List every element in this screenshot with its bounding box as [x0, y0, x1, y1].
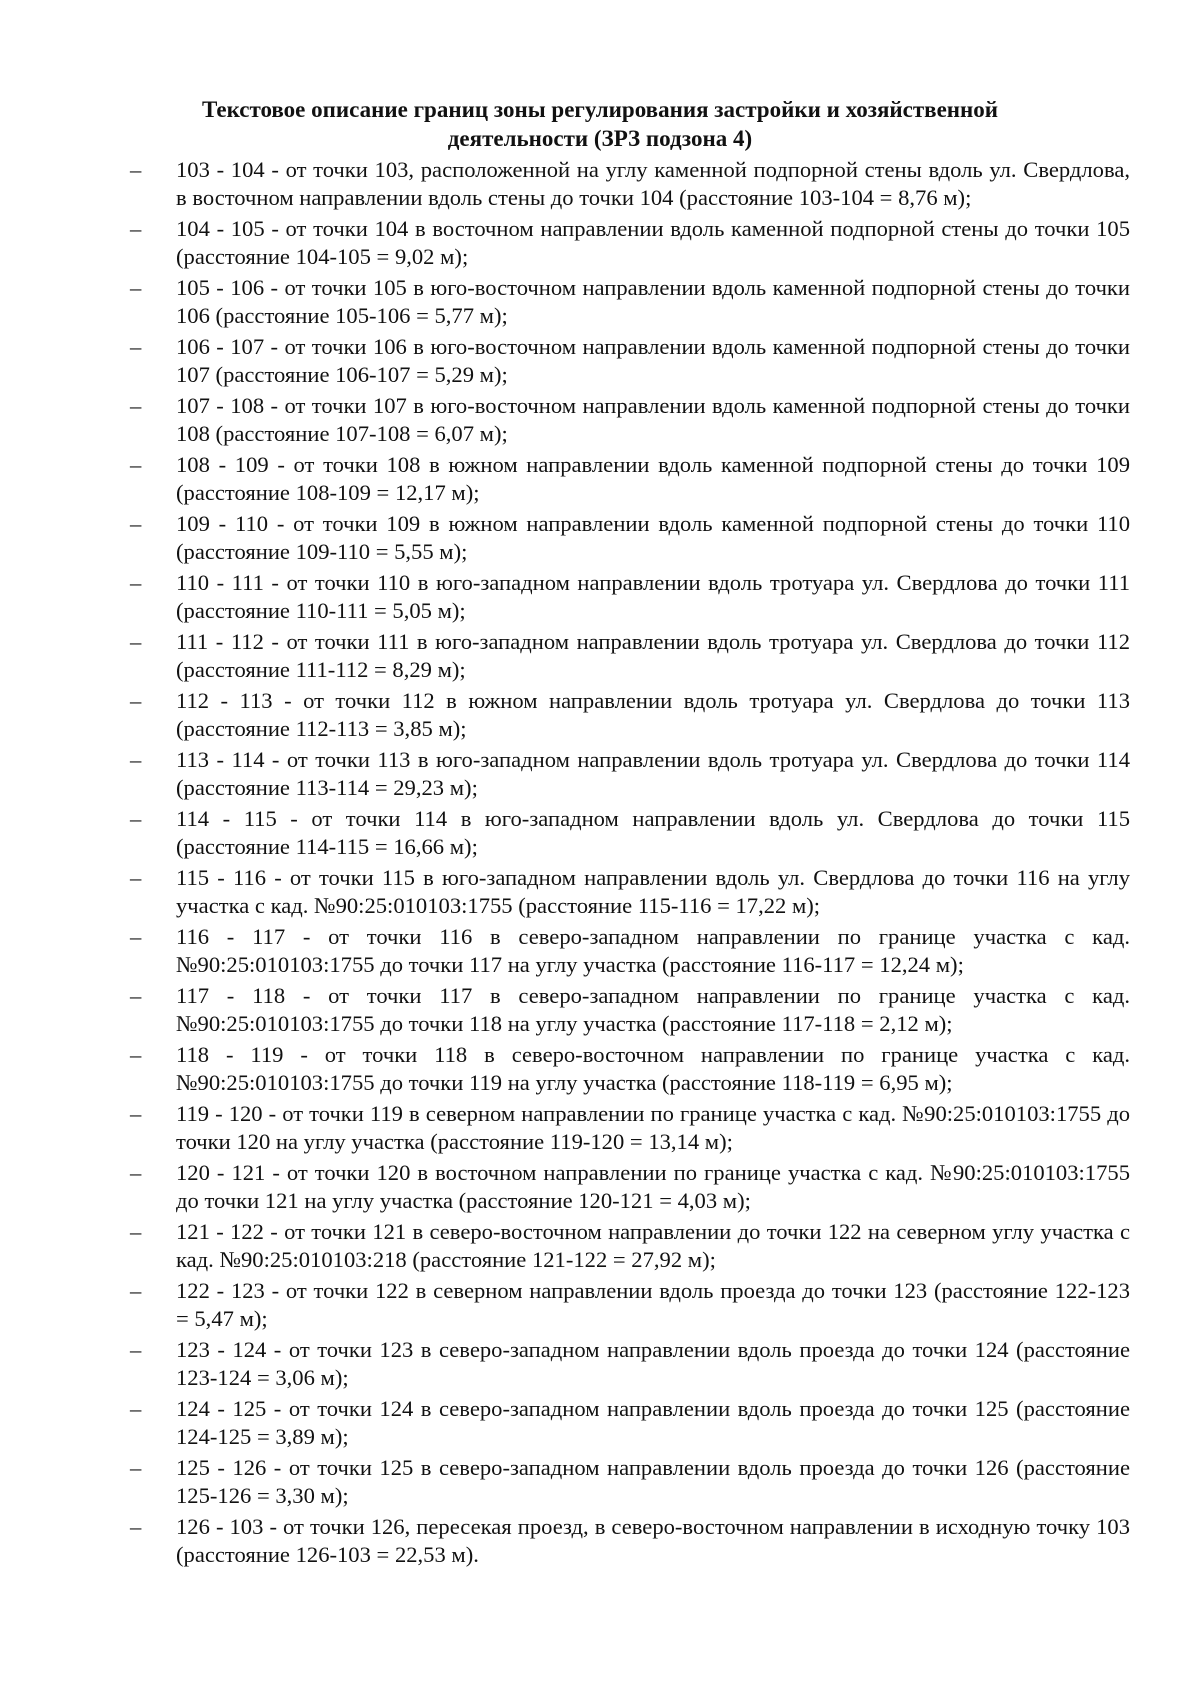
boundary-segment-list — [0, 156, 1200, 1572]
boundary-segment-text: 122 - 123 - от точки 122 в северном направлении вдоль проезда до точки 123 (расстояние 122-123 = 5,47 м); — [176, 1278, 1130, 1331]
boundary-segment-item — [0, 1513, 1200, 1568]
boundary-segment-text: 107 - 108 - от точки 107 в юго-восточном направлении вдоль каменной подпорной стены до точки 108 (расстояние 107-108 = 6,07 м); — [176, 393, 1130, 446]
boundary-segment-text: 120 - 121 - от точки 120 в восточном направлении по границе участка с кад. №90:25:010103:1755 до точки 121 на углу участка (расстояние 120-121 = 4,03 м); — [176, 1160, 1130, 1213]
boundary-segment-text: 108 - 109 - от точки 108 в южном направлении вдоль каменной подпорной стены до точки 109 (расстояние 108-109 = 12,17 м); — [176, 452, 1130, 505]
list-bullet-dash: – — [130, 1514, 142, 1539]
boundary-segment-text: 114 - 115 - от точки 114 в юго-западном направлении вдоль ул. Свердлова до точки 115 (расстояние 114-115 = 16,66 м); — [176, 806, 1130, 859]
list-bullet-dash: – — [130, 393, 142, 418]
boundary-segment-text: 105 - 106 - от точки 105 в юго-восточном направлении вдоль каменной подпорной стены до точки 106 (расстояние 105-106 = 5,77 м); — [176, 275, 1130, 328]
boundary-segment-text: 124 - 125 - от точки 124 в северо-западном направлении вдоль проезда до точки 125 (расстояние 124-125 = 3,89 м); — [176, 1396, 1130, 1449]
boundary-segment-item — [0, 451, 1200, 506]
boundary-segment-text: 111 - 112 - от точки 111 в юго-западном направлении вдоль тротуара ул. Свердлова до точки 112 (расстояние 111-112 = 8,29 м); — [176, 629, 1130, 682]
list-bullet-dash: – — [130, 511, 142, 536]
list-bullet-dash: – — [130, 570, 142, 595]
boundary-segment-item — [0, 392, 1200, 447]
boundary-segment-item — [0, 1041, 1200, 1096]
boundary-segment-item — [0, 1159, 1200, 1214]
boundary-segment-text: 118 - 119 - от точки 118 в северо-восточном направлении по границе участка с кад. №90:25:010103:1755 до точки 119 на углу участка (расстояние 118-119 = 6,95 м); — [176, 1042, 1130, 1095]
list-bullet-dash: – — [130, 157, 142, 182]
list-bullet-dash: – — [130, 1101, 142, 1126]
list-bullet-dash: – — [130, 1396, 142, 1421]
list-bullet-dash: – — [130, 1278, 142, 1303]
boundary-segment-item — [0, 1100, 1200, 1155]
document-title-line-1: Текстовое описание границ зоны регулирования застройки и хозяйственной — [201, 97, 999, 122]
boundary-segment-text: 109 - 110 - от точки 109 в южном направлении вдоль каменной подпорной стены до точки 110 (расстояние 109-110 = 5,55 м); — [176, 511, 1130, 564]
boundary-segment-item — [0, 569, 1200, 624]
boundary-segment-item — [0, 628, 1200, 683]
document-title — [160, 95, 1040, 153]
boundary-segment-item — [0, 805, 1200, 860]
list-bullet-dash: – — [130, 629, 142, 654]
list-bullet-dash: – — [130, 688, 142, 713]
list-bullet-dash: – — [130, 216, 142, 241]
boundary-segment-text: 106 - 107 - от точки 106 в юго-восточном направлении вдоль каменной подпорной стены до точки 107 (расстояние 106-107 = 5,29 м); — [176, 334, 1130, 387]
list-bullet-dash: – — [130, 806, 142, 831]
boundary-segment-text: 110 - 111 - от точки 110 в юго-западном направлении вдоль тротуара ул. Свердлова до точки 111 (расстояние 110-111 = 5,05 м); — [176, 570, 1130, 623]
list-bullet-dash: – — [130, 747, 142, 772]
boundary-segment-text: 117 - 118 - от точки 117 в северо-западном направлении по границе участка с кад. №90:25:010103:1755 до точки 118 на углу участка (расстояние 117-118 = 2,12 м); — [176, 983, 1130, 1036]
boundary-segment-item — [0, 746, 1200, 801]
boundary-segment-text: 121 - 122 - от точки 121 в северо-восточном направлении до точки 122 на северном углу участка с кад. №90:25:010103:218 (расстояние 121-122 = 27,92 м); — [176, 1219, 1130, 1272]
boundary-segment-item — [0, 1395, 1200, 1450]
boundary-segment-text: 126 - 103 - от точки 126, пересекая проезд, в северо-восточном направлении в исходную точку 103 (расстояние 126-103 = 22,53 м). — [176, 1514, 1130, 1567]
boundary-segment-text: 123 - 124 - от точки 123 в северо-западном направлении вдоль проезда до точки 124 (расстояние 123-124 = 3,06 м); — [176, 1337, 1130, 1390]
boundary-segment-item — [0, 687, 1200, 742]
boundary-segment-item — [0, 864, 1200, 919]
boundary-segment-text: 115 - 116 - от точки 115 в юго-западном направлении вдоль ул. Свердлова до точки 116 на углу участка с кад. №90:25:010103:1755 (расстояние 115-116 = 17,22 м); — [176, 865, 1130, 918]
list-bullet-dash: – — [130, 275, 142, 300]
boundary-segment-text: 113 - 114 - от точки 113 в юго-западном направлении вдоль тротуара ул. Свердлова до точки 114 (расстояние 113-114 = 29,23 м); — [176, 747, 1130, 800]
boundary-segment-text: 103 - 104 - от точки 103, расположенной на углу каменной подпорной стены вдоль ул. Свердлова, в восточном направлении вдоль стены до точки 104 (расстояние 103-104 = 8,76 м); — [176, 157, 1130, 210]
list-bullet-dash: – — [130, 1337, 142, 1362]
boundary-segment-item — [0, 1454, 1200, 1509]
list-bullet-dash: – — [130, 924, 142, 949]
boundary-segment-item — [0, 274, 1200, 329]
list-bullet-dash: – — [130, 334, 142, 359]
document-title-line-2: деятельности (ЗРЗ подзона 4) — [447, 126, 753, 151]
boundary-segment-text: 119 - 120 - от точки 119 в северном направлении по границе участка с кад. №90:25:010103:1755 до точки 120 на углу участка (расстояние 119-120 = 13,14 м); — [176, 1101, 1130, 1154]
boundary-segment-item — [0, 215, 1200, 270]
list-bullet-dash: – — [130, 1160, 142, 1185]
boundary-segment-text: 112 - 113 - от точки 112 в южном направлении вдоль тротуара ул. Свердлова до точки 113 (расстояние 112-113 = 3,85 м); — [176, 688, 1130, 741]
boundary-segment-text: 104 - 105 - от точки 104 в восточном направлении вдоль каменной подпорной стены до точки 105 (расстояние 104-105 = 9,02 м); — [176, 216, 1130, 269]
boundary-segment-item — [0, 1277, 1200, 1332]
boundary-segment-item — [0, 1218, 1200, 1273]
boundary-segment-item — [0, 923, 1200, 978]
boundary-segment-item — [0, 156, 1200, 211]
boundary-segment-item — [0, 1336, 1200, 1391]
boundary-segment-item — [0, 510, 1200, 565]
list-bullet-dash: – — [130, 452, 142, 477]
boundary-segment-item — [0, 333, 1200, 388]
boundary-segment-text: 125 - 126 - от точки 125 в северо-западном направлении вдоль проезда до точки 126 (расстояние 125-126 = 3,30 м); — [176, 1455, 1130, 1508]
list-bullet-dash: – — [130, 1042, 142, 1067]
boundary-segment-item — [0, 982, 1200, 1037]
list-bullet-dash: – — [130, 865, 142, 890]
list-bullet-dash: – — [130, 983, 142, 1008]
list-bullet-dash: – — [130, 1455, 142, 1480]
list-bullet-dash: – — [130, 1219, 142, 1244]
boundary-segment-text: 116 - 117 - от точки 116 в северо-западном направлении по границе участка с кад. №90:25:010103:1755 до точки 117 на углу участка (расстояние 116-117 = 12,24 м); — [176, 924, 1130, 977]
